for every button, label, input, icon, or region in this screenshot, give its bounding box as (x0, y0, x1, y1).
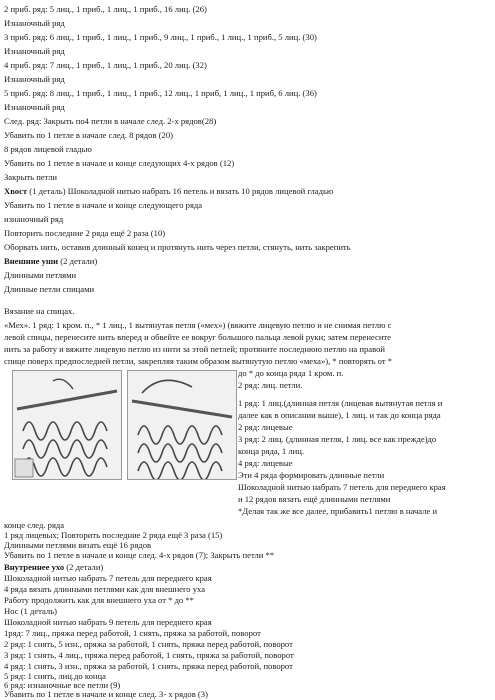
knitting-illustration (12, 370, 122, 480)
text-line: 4 приб. ряд: 7 лиц., 1 приб., 1 лиц., 1 приб., 20 лиц. (32) (4, 60, 207, 70)
text-line: *Делая так же все далее, прибавить1 петлю в начале и (238, 506, 438, 516)
text-line: Хвост (1 деталь) Шоколадной нитью набрать 16 петель и вязать 10 рядов лицевой гладью (4, 186, 334, 196)
text-line: 2 ряд: 1 снять, 5 изн., пряжа за работой, 1 снять, пряжа перед работой, поворот (4, 639, 293, 649)
text-line: конца ряда, 1 лиц. (238, 446, 305, 456)
section-heading: Внешние уши (4, 256, 59, 266)
text-line: 5 ряд: 1 снять, лиц.до конца (4, 671, 106, 681)
text-line: 3 ряд: 2 лиц. (длинная петля, 1 лиц. все как прежде)до (238, 434, 437, 444)
text-line: далее как в описании выше), 1 лиц. и так до конца ряда (238, 410, 441, 420)
text-line: Эти 4 ряда формировать длинные петли (238, 470, 385, 480)
text-line: «Мех». 1 ряд: 1 кром. п., * 1 лиц., 1 вытянутая петля («мех») (вяжите лицевую петлю и не снимая петлю с (4, 320, 392, 330)
text-line: Внешние уши (2 детали) (4, 256, 98, 266)
section-heading: Внутреннее ухо (4, 562, 65, 572)
text-line: 8 рядов лицевой гладью (4, 144, 92, 154)
text-line: 1 ряд: 1 лиц.(длинная петля (лицевая вытянутая петля и (238, 398, 443, 408)
section-heading: Хвост (4, 186, 28, 196)
text-line: 1ряд: 7 лиц., пряжа перед работой, 1 снять, пряжа за работой, поворот (4, 628, 261, 638)
text-line: Длинными петлями вязать ещё 16 рядов (4, 540, 152, 550)
text-line: 5 приб. ряд: 8 лиц., 1 приб., 1 лиц., 1 приб., 12 лиц., 1 приб, 1 лиц., 1 приб, 6 лиц. (36) (4, 88, 317, 98)
text-line: Шоколадной нитью набрать 7 петель для переднего края (238, 482, 446, 492)
text-line: спице поверх предпоследней петли, закрепляя таким образом вытянутую петлю «меха»), * повторять от * (4, 356, 393, 366)
text-line: Шоколадной нитью набрать 7 петель для переднего края (4, 573, 212, 583)
text-line: 4 ряд: 1 снять, 3 изн., пряжа за работой, 1 снять, пряжа перед работой, поворот (4, 661, 293, 671)
text-line: Шоколадной нитью набрать 9 петель для переднего края (4, 617, 212, 627)
text-line: Вязание на спицах. (4, 306, 75, 316)
text-line: 2 приб. ряд: 5 лиц., 1 приб., 1 лиц., 1 приб., 16 лиц. (26) (4, 4, 207, 14)
text-line: Внутреннее ухо (2 детали) (4, 562, 104, 572)
text-line: Убавить по 1 петле в начале и конце след. 4-х рядов (7); Закрыть петли ** (4, 550, 275, 560)
text-line: Изнаночный ряд (4, 102, 65, 112)
text-line: Убавить по 1 петле в начале и конце следующего ряда (4, 200, 203, 210)
text-line: 2 ряд: лицевые (238, 422, 293, 432)
text-line: Длинными петлями (4, 270, 77, 280)
text-line: Закрыть петли (4, 172, 58, 182)
text-line: 4 ряда вязать длинными петлями как для внешнего уха (4, 584, 206, 594)
text-line: Оборвать нить, оставив длинный конец и протянуть нить через петли, стянуть, нить закрепить (4, 242, 351, 252)
text-line: Нос (1 деталь) (4, 606, 57, 616)
text-line: Изнаночный ряд (4, 46, 65, 56)
text-line: 3 ряд: 1 снять, 4 лиц., пряжа перед работой, 1 снять, пряжа за работой, поворот (4, 650, 294, 660)
knitting-illustration (127, 370, 237, 480)
text-line: Изнаночный ряд (4, 74, 65, 84)
text-line: Работу продолжить как для внешнего уха от * до ** (4, 595, 194, 605)
text-line: левой спицы, перенесите нить вперед и обвейте ее вокруг большого пальца левой руки; затем перенесите (4, 332, 391, 342)
text-line: изнаночный ряд (4, 214, 64, 224)
text-line: Изнаночный ряд (4, 18, 65, 28)
text-line: След. ряд: Закрыть по4 петли в начале след. 2-х рядов(28) (4, 116, 217, 126)
text-line: 3 приб. ряд: 6 лиц., 1 приб., 1 лиц., 1 приб., 9 лиц., 1 приб., 1 лиц., 1 приб., 5 лиц. (30) (4, 32, 317, 42)
text-line: 1 ряд лицевых; Повторить последние 2 ряда ещё 3 раза (15) (4, 530, 223, 540)
text-line: 6 ряд: изнаночные все петли (9) (4, 680, 121, 690)
text-line: 4 ряд: лицевые (238, 458, 293, 468)
text-line: Длинные петли спицами (4, 284, 95, 294)
text-line: конце след. ряда (4, 520, 65, 530)
text-line: Убавить по 1 петле в начале и конце следующих 4-х рядов (12) (4, 158, 235, 168)
text-line: до * до конца ряда 1 кром. п. (238, 368, 344, 378)
text-line: Убавить по 1 петле в начале след. 8 рядов (20) (4, 130, 174, 140)
text-line: Убавить по 1 петле в начале и конце след. 3- х рядов (3) (4, 689, 208, 699)
text-line: нить за работу и вяжите лицевую петлю из нити за этой петлей; протяните последнюю петлю на правой (4, 344, 385, 354)
text-line: Повторить последние 2 ряда ещё 2 раза (10) (4, 228, 166, 238)
text-line: и 12 рядов вязать ещё длинными петлями (238, 494, 391, 504)
text-line: 2 ряд: лиц. петли. (238, 380, 303, 390)
